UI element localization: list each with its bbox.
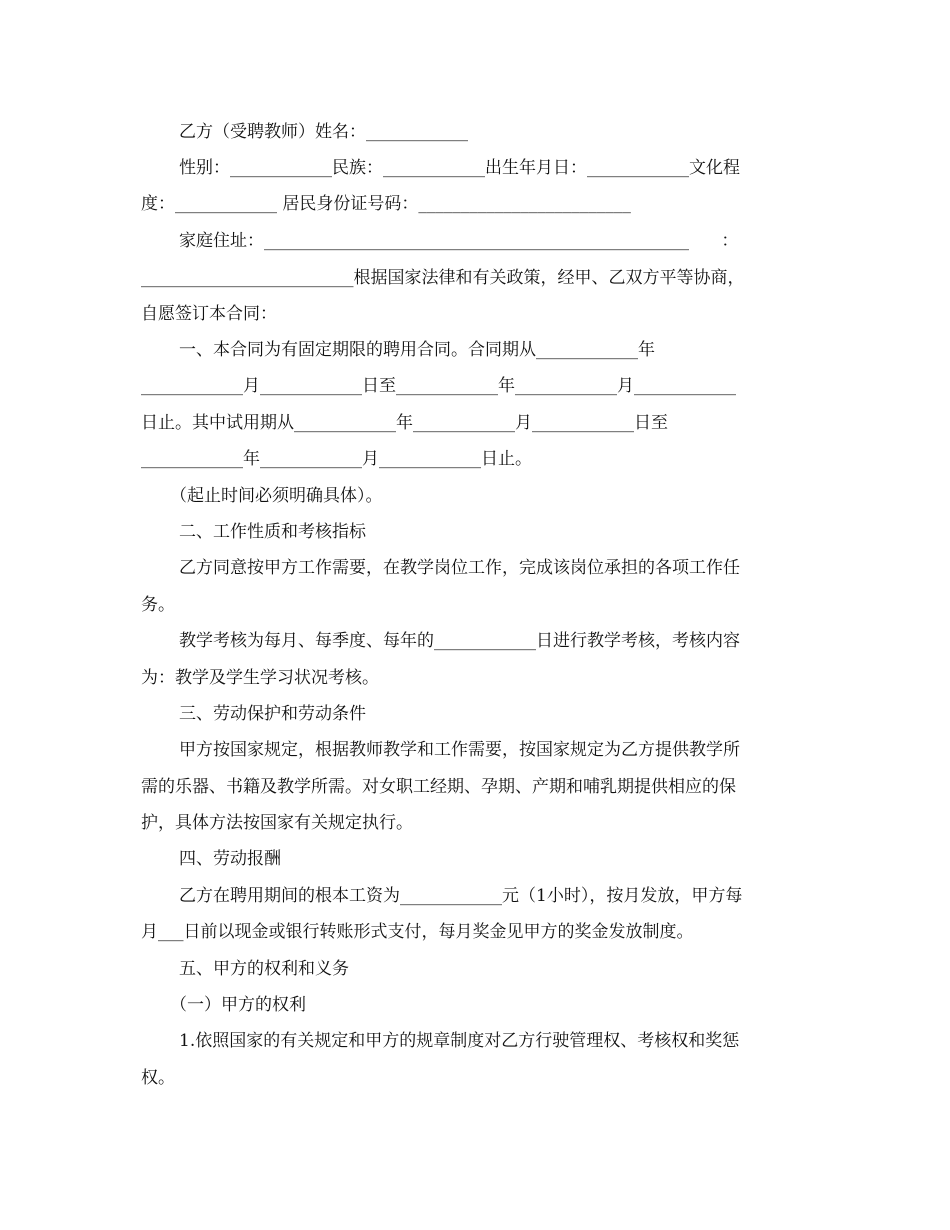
section-2-body-line-1: 乙方同意按甲方工作需要，在教学岗位工作，完成该岗位承担的各项工作任 bbox=[179, 558, 740, 578]
home-address-line-1: 家庭住址：__________________________________________________ ： bbox=[179, 231, 739, 251]
section-2-body-line-2: 务。 bbox=[141, 595, 175, 615]
agreement-intro-line: 自愿签订本合同： bbox=[141, 304, 277, 324]
section-4-body-line-1: 乙方在聘用期间的根本工资为____________元（1小时），按月发放，甲方每 bbox=[179, 886, 743, 906]
section-3-body-line-3: 护，具体方法按国家有关规定执行。 bbox=[141, 813, 413, 833]
section-5-item-1-line-2: 权。 bbox=[141, 1068, 175, 1088]
assessment-line-2: 为：教学及学生学习状况考核。 bbox=[141, 668, 379, 688]
contract-term-line-4: ____________年____________月____________日止。 bbox=[141, 449, 532, 469]
term-note: （起止时间必须明确具体）。 bbox=[170, 486, 383, 506]
personal-info-line-2: 度：____________ 居民身份证号码：_________________________ bbox=[141, 194, 631, 214]
party-b-name-line: 乙方（受聘教师）姓名：____________ bbox=[179, 122, 468, 142]
section-5-item-1-line-1: 1.依照国家的有关规定和甲方的规章制度对乙方行驶管理权、考核权和奖惩 bbox=[179, 1031, 740, 1051]
section-3-body-line-1: 甲方按国家规定，根据教师教学和工作需要，按国家规定为乙方提供教学所 bbox=[179, 740, 740, 760]
assessment-line-1: 教学考核为每月、每季度、每年的____________日进行教学考核，考核内容 bbox=[179, 631, 740, 651]
section-5-sub-heading: （一）甲方的权利 bbox=[170, 995, 306, 1015]
contract-term-line-1: 一、本合同为有固定期限的聘用合同。合同期从____________年 bbox=[179, 340, 655, 360]
section-2-heading: 二、工作性质和考核指标 bbox=[179, 522, 366, 542]
section-3-body-line-2: 需的乐器、书籍及教学所需。对女职工经期、孕期、产期和哺乳期提供相应的保 bbox=[141, 777, 736, 797]
personal-info-line-1: 性别：____________民族：____________出生年月日：____________文化程 bbox=[179, 158, 740, 178]
section-4-heading: 四、劳动报酬 bbox=[179, 849, 281, 869]
section-3-heading: 三、劳动保护和劳动条件 bbox=[179, 704, 366, 724]
section-4-body-line-2: 月___日前以现金或银行转账形式支付，每月奖金见甲方的奖金发放制度。 bbox=[141, 922, 694, 942]
contract-term-line-3: 日止。其中试用期从____________年____________月____________日至 bbox=[141, 413, 668, 433]
home-address-line-2: _________________________根据国家法律和有关政策，经甲、乙双方平等协商， bbox=[141, 268, 745, 288]
section-5-heading: 五、甲方的权利和义务 bbox=[179, 959, 349, 979]
contract-term-line-2: ____________月____________日至____________年____________月____________ bbox=[141, 376, 736, 396]
